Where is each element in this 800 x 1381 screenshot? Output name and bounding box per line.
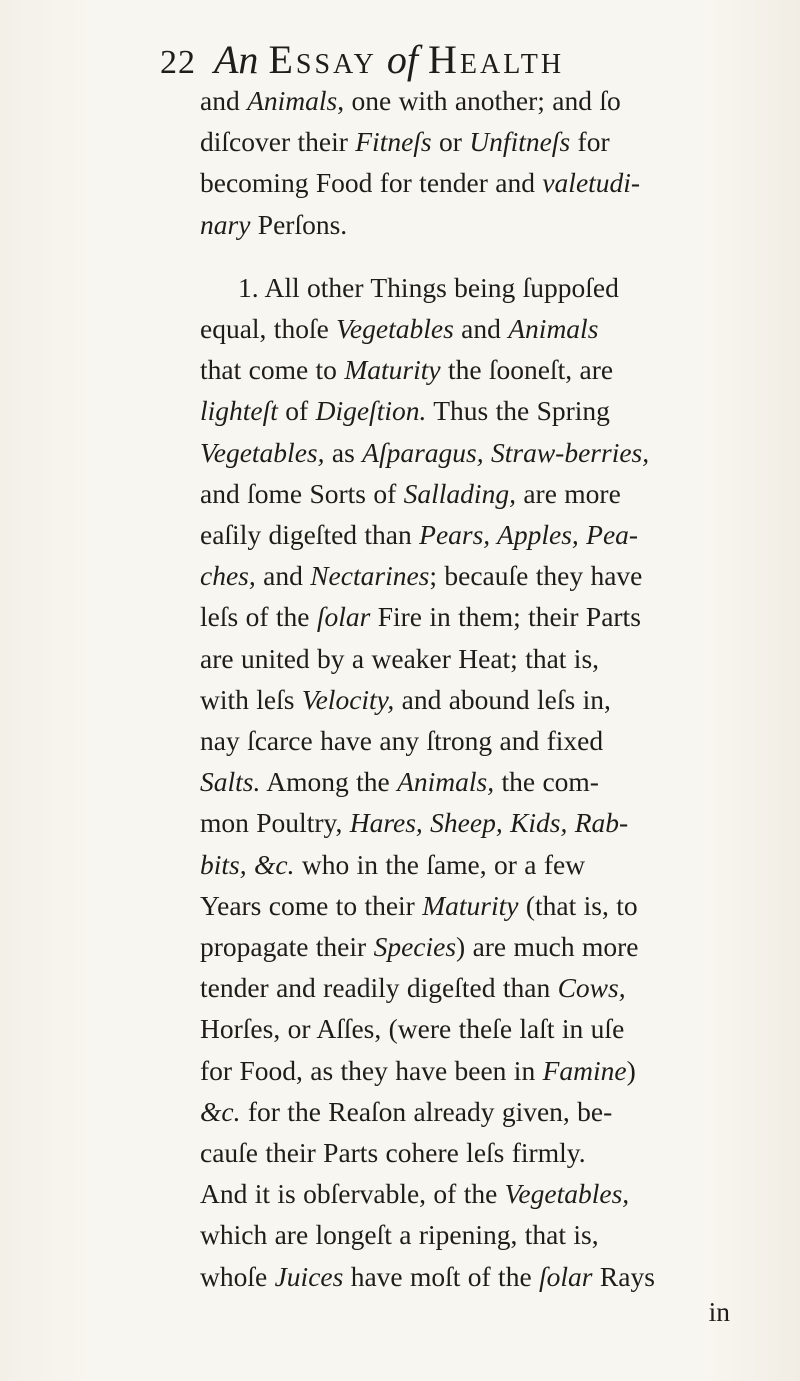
text-line: [200, 204, 740, 245]
italic-word: valetudi-: [542, 167, 641, 199]
text-run: leſs of the: [200, 601, 317, 633]
text-run: and: [453, 313, 509, 345]
text-line: [200, 967, 740, 1008]
italic-word: &c.: [200, 1095, 241, 1127]
text-run: Years come to their: [200, 889, 423, 921]
running-title-essay: Essay: [268, 37, 377, 82]
text-line: [200, 162, 740, 203]
text-run: for Food, as they have been in: [200, 1054, 543, 1086]
text-run: tender and readily digeſted than: [200, 972, 558, 1004]
text-line: [200, 267, 740, 308]
text-line: [200, 121, 740, 162]
text-line: [200, 926, 740, 967]
italic-word: Cows,: [557, 972, 626, 1004]
text-run: Perſons.: [250, 208, 348, 240]
text-run: Horſes, or Aſſes, (were theſe laſt in uſe: [200, 1013, 625, 1045]
text-line: [200, 761, 740, 802]
italic-word: Vegetables: [336, 313, 454, 345]
text-run: or: [431, 126, 470, 158]
text-run: which are longeſt a ripening, that is,: [200, 1219, 599, 1251]
text-run: as: [324, 436, 363, 468]
text-run: have moſt of the: [343, 1260, 540, 1292]
italic-word: Maturity: [344, 354, 441, 386]
italic-word: Aſparagus, Straw-berries,: [362, 436, 650, 468]
italic-word: nary: [200, 208, 251, 240]
text-run: Fire in them; their Parts: [370, 601, 641, 633]
text-run: for: [570, 126, 610, 158]
italic-word: ſolar: [539, 1260, 593, 1292]
text-line: [200, 885, 740, 926]
text-line: [200, 308, 740, 349]
italic-word: Animals: [508, 313, 599, 345]
running-title-health: Health: [428, 37, 565, 82]
text-line: [200, 555, 740, 596]
text-line: [200, 720, 740, 761]
text-line: [200, 473, 740, 514]
text-run: diſcover their: [200, 126, 356, 158]
text-line: [200, 1256, 740, 1297]
text-line: [200, 1214, 740, 1255]
catchword: in: [708, 1295, 730, 1327]
text-line: [200, 432, 740, 473]
text-line: [200, 1008, 740, 1049]
italic-word: Species: [373, 931, 457, 963]
text-line: [200, 1091, 740, 1132]
text-run: and abound leſs in,: [394, 683, 611, 715]
italic-word: Velocity,: [301, 683, 395, 715]
text-line: [200, 80, 740, 121]
text-run: are more: [515, 477, 621, 509]
italic-word: Vegetables,: [504, 1178, 630, 1210]
text-run: of: [277, 395, 316, 427]
text-line: [200, 349, 740, 390]
text-run: that come to: [200, 354, 345, 386]
italic-word: Pears, Apples, Pea-: [419, 519, 639, 551]
running-title-of: of: [386, 37, 419, 82]
italic-word: Animals: [247, 85, 338, 116]
text-line: [200, 596, 740, 637]
italic-word: ches,: [200, 560, 256, 592]
italic-word: Salts.: [200, 766, 261, 798]
text-run: the ſooneſt, are: [440, 354, 614, 386]
text-run: cauſe their Parts cohere leſs firmly.: [200, 1137, 586, 1169]
text-run: ; becauſe they have: [429, 560, 643, 592]
text-run: and: [200, 85, 248, 116]
text-run: nay ſcarce have any ſtrong and fixed: [200, 725, 604, 757]
text-run: and ſome Sorts of: [200, 477, 404, 509]
text-run: ): [626, 1054, 636, 1086]
text-run: becoming Food for tender and: [200, 167, 543, 199]
text-line: [200, 390, 740, 431]
italic-word: Vegetables,: [200, 436, 325, 468]
text-line: [200, 514, 740, 555]
text-run: mon Poultry,: [200, 807, 350, 839]
italic-word: Digeſtion.: [315, 395, 427, 427]
text-line: [200, 1132, 740, 1173]
italic-word: Sallading,: [403, 477, 516, 509]
text-run: and: [255, 560, 311, 592]
text-run: eaſily digeſted than: [200, 519, 420, 551]
italic-word: Nectarines: [310, 560, 430, 592]
text-line: [200, 844, 740, 885]
text-run: equal, thoſe: [200, 313, 337, 345]
text-run: propagate their: [200, 931, 374, 963]
italic-word: bits, &c.: [200, 848, 295, 880]
italic-word: Fitneſs: [355, 126, 432, 158]
text-run: ) are much more: [456, 931, 639, 963]
text-run: with leſs: [200, 683, 302, 715]
italic-word: lighteſt: [200, 395, 278, 427]
italic-word: Unfitneſs: [469, 126, 571, 158]
text-run: Rays: [592, 1260, 655, 1292]
italic-word: Famine: [542, 1054, 627, 1086]
text-line: [200, 1050, 740, 1091]
italic-word: Hares, Sheep, Kids, Rab-: [349, 807, 629, 839]
running-title-an: An: [214, 37, 259, 82]
text-run: And it is obſervable, of the: [200, 1178, 505, 1210]
italic-word: Maturity: [422, 889, 519, 921]
italic-word: Juices: [274, 1260, 344, 1292]
text-line: [200, 638, 740, 679]
text-line: [200, 1173, 740, 1214]
text-run: 1. All other Things being ſuppoſed: [238, 271, 619, 303]
text-line: [200, 802, 740, 843]
body-text: [200, 80, 740, 1327]
text-run: , one with another; and ſo: [337, 85, 621, 116]
text-line: [200, 679, 740, 720]
running-title: [214, 36, 564, 83]
text-run: the com-: [494, 766, 599, 798]
text-run: are united by a weaker Heat; that is,: [200, 642, 600, 674]
text-run: Among the: [260, 766, 398, 798]
italic-word: ſolar: [316, 601, 371, 633]
running-header: [160, 36, 720, 86]
text-run: who in the ſame, or a few: [294, 848, 586, 880]
text-run: for the Reaſon already given, be-: [240, 1095, 613, 1127]
text-run: whoſe: [200, 1260, 275, 1292]
page-number: 22: [160, 44, 196, 81]
text-run: (that is, to: [518, 889, 638, 921]
italic-word: Animals,: [397, 766, 495, 798]
text-run: Thus the Spring: [426, 395, 610, 427]
paragraph-gap: [200, 245, 740, 267]
